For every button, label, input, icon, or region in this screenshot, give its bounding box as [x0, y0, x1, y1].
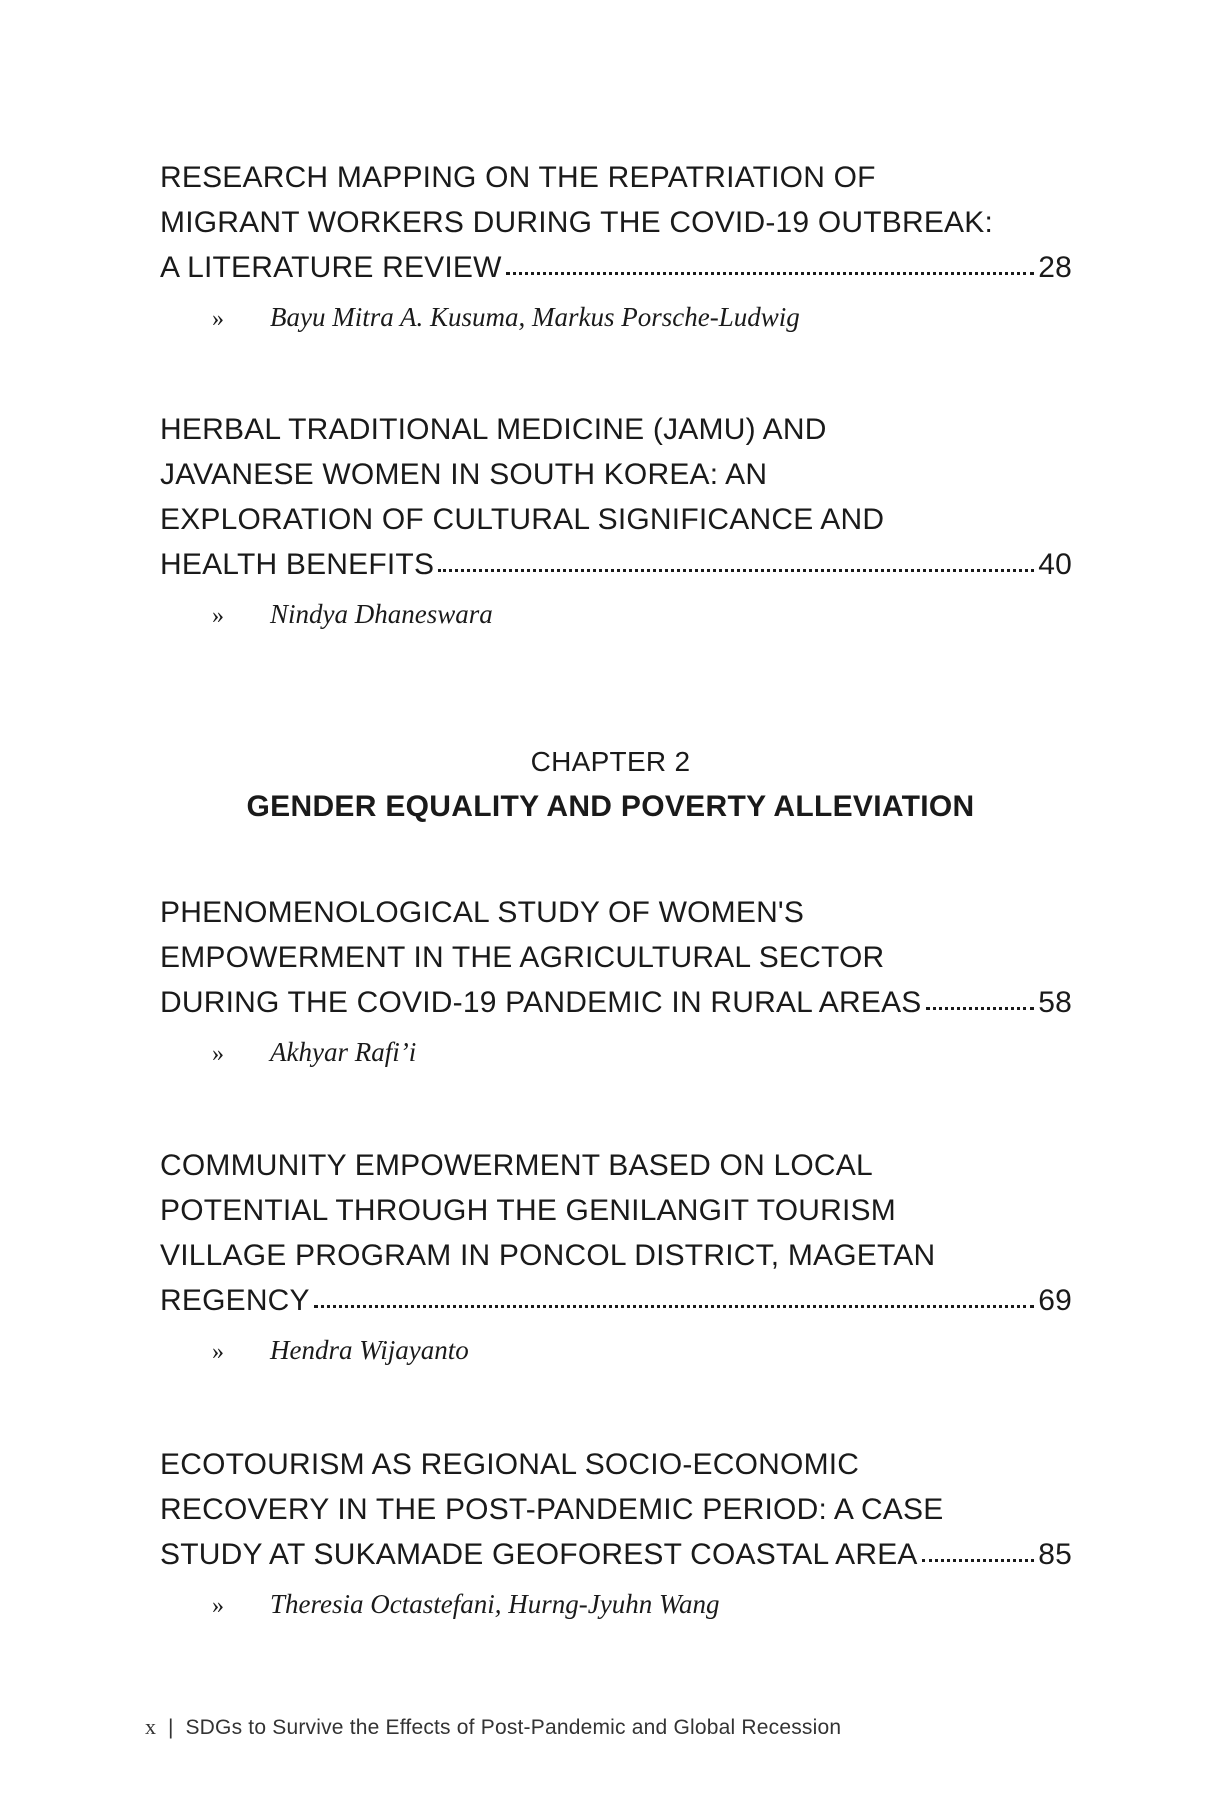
bullet-icon: »: [212, 1041, 224, 1067]
entry-title-last-line: [160, 245, 1072, 290]
page-number: 69: [1038, 1284, 1072, 1317]
toc-entry: [160, 407, 1072, 630]
author-row: [212, 599, 1072, 630]
bullet-icon: »: [212, 1339, 224, 1365]
entry-title-line: RECOVERY IN THE POST-PANDEMIC PERIOD: A CASE: [160, 1493, 944, 1526]
toc-entry: [160, 155, 1072, 333]
entry-title: [160, 890, 1072, 1025]
author-row: [212, 1589, 1072, 1620]
page-number: 58: [1038, 986, 1072, 1019]
entry-title-line: EXPLORATION OF CULTURAL SIGNIFICANCE AND: [160, 503, 885, 536]
author-name: Akhyar Rafi’i: [270, 1037, 417, 1067]
bullet-icon: »: [212, 1593, 224, 1619]
page-number: 85: [1038, 1538, 1072, 1571]
entry-title-line: VILLAGE PROGRAM IN PONCOL DISTRICT, MAGETAN: [160, 1239, 936, 1272]
toc-entry: [160, 1143, 1072, 1366]
entry-title-line: DURING THE COVID-19 PANDEMIC IN RURAL AREAS: [160, 986, 922, 1019]
entry-title: [160, 155, 1072, 290]
entry-title: [160, 407, 1072, 587]
toc-entry: [160, 1442, 1072, 1620]
entry-title-line: POTENTIAL THROUGH THE GENILANGIT TOURISM: [160, 1194, 896, 1227]
dot-leader: [922, 1539, 1035, 1562]
entry-title-last-line: [160, 980, 1072, 1025]
bullet-icon: »: [212, 306, 224, 332]
entry-title-line: ECOTOURISM AS REGIONAL SOCIO-ECONOMIC: [160, 1448, 860, 1481]
dot-leader: [926, 987, 1035, 1010]
author-row: [212, 302, 1072, 333]
entry-title: [160, 1442, 1072, 1577]
dot-leader: [438, 549, 1034, 572]
page-number: 40: [1038, 548, 1072, 581]
author-row: [212, 1335, 1072, 1366]
chapter-title: GENDER EQUALITY AND POVERTY ALLEVIATION: [246, 790, 975, 823]
footer-separator: |: [168, 1716, 174, 1739]
author-name: Nindya Dhaneswara: [270, 599, 493, 629]
entry-title-line: A LITERATURE REVIEW: [160, 251, 502, 284]
entry-title-line: EMPOWERMENT IN THE AGRICULTURAL SECTOR: [160, 941, 885, 974]
entry-title-line: COMMUNITY EMPOWERMENT BASED ON LOCAL: [160, 1149, 873, 1182]
footer-book-title: SDGs to Survive the Effects of Post-Pandemic and Global Recession: [185, 1716, 842, 1739]
entry-title-last-line: [160, 1532, 1072, 1577]
entry-title: [160, 1143, 1072, 1323]
dot-leader: [314, 1285, 1034, 1308]
entry-title-line: JAVANESE WOMEN IN SOUTH KOREA: AN: [160, 458, 768, 491]
entry-title-last-line: [160, 542, 1072, 587]
dot-leader: [506, 252, 1035, 275]
toc-entry: [160, 890, 1072, 1068]
author-name: Hendra Wijayanto: [270, 1335, 469, 1365]
chapter-label: CHAPTER 2: [530, 746, 691, 777]
page-footer: [145, 1714, 841, 1740]
author-name: Bayu Mitra A. Kusuma, Markus Porsche-Ludwig: [270, 302, 800, 332]
author-row: [212, 1037, 1072, 1068]
page-number: 28: [1038, 251, 1072, 284]
entry-title-line: MIGRANT WORKERS DURING THE COVID-19 OUTBREAK:: [160, 206, 993, 239]
entry-title-line: HERBAL TRADITIONAL MEDICINE (JAMU) AND: [160, 413, 827, 446]
entry-title-line: STUDY AT SUKAMADE GEOFOREST COASTAL AREA: [160, 1538, 918, 1571]
entry-title-last-line: [160, 1278, 1072, 1323]
footer-page-number: x: [145, 1714, 156, 1739]
entry-title-line: PHENOMENOLOGICAL STUDY OF WOMEN'S: [160, 896, 805, 929]
entry-title-line: RESEARCH MAPPING ON THE REPATRIATION OF: [160, 161, 876, 194]
entry-title-line: REGENCY: [160, 1284, 310, 1317]
entry-title-line: HEALTH BENEFITS: [160, 548, 435, 581]
bullet-icon: »: [212, 603, 224, 629]
author-name: Theresia Octastefani, Hurng-Jyuhn Wang: [270, 1589, 720, 1619]
